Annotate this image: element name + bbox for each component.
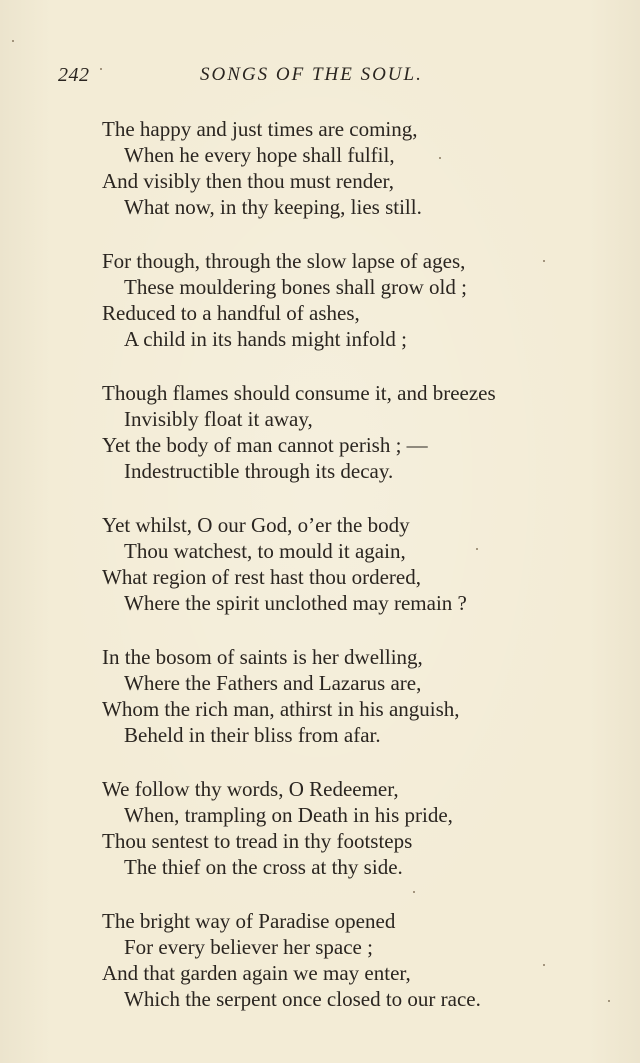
poem-line: Yet the body of man cannot perish ; — (102, 433, 428, 457)
stanza (102, 908, 602, 1012)
poem-line: The bright way of Paradise opened (102, 909, 396, 933)
poem-line: Where the Fathers and Lazarus are, (124, 671, 422, 695)
poem-line: For though, through the slow lapse of ages, (102, 249, 466, 273)
poem-line: Thou watchest, to mould it again, (124, 539, 406, 563)
poem-line: In the bosom of saints is her dwelling, (102, 645, 423, 669)
page-number: 242 (58, 64, 90, 86)
paper-speck (413, 891, 415, 893)
poem-line: Though flames should consume it, and breezes (102, 381, 496, 405)
poem-line: The thief on the cross at thy side. (124, 855, 403, 879)
poem-line: A child in its hands might infold ; (124, 327, 407, 351)
poem-line: These mouldering bones shall grow old ; (124, 275, 467, 299)
paper-speck (476, 548, 478, 550)
paper-speck (12, 40, 14, 42)
poem-line: Whom the rich man, athirst in his anguish, (102, 697, 460, 721)
stanza (102, 380, 602, 484)
paper-speck (608, 1000, 610, 1002)
paper-speck (543, 260, 545, 262)
paper-speck (439, 157, 441, 159)
poem-line: And that garden again we may enter, (102, 961, 411, 985)
poem-line: When he every hope shall fulfil, (124, 143, 395, 167)
poem-line: The happy and just times are coming, (102, 117, 418, 141)
poem-line: What region of rest hast thou ordered, (102, 565, 421, 589)
stanza (102, 512, 602, 616)
poem-line: Thou sentest to tread in thy footsteps (102, 829, 413, 853)
poem-line: Beheld in their bliss from afar. (124, 723, 381, 747)
poem-line: Reduced to a handful of ashes, (102, 301, 360, 325)
poem-line: Indestructible through its decay. (124, 459, 394, 483)
paper-speck (100, 68, 102, 70)
poem-line: When, trampling on Death in his pride, (124, 803, 453, 827)
poem-line: Yet whilst, O our God, o’er the body (102, 513, 410, 537)
paper-speck (543, 964, 545, 966)
stanza (102, 248, 602, 352)
poem (102, 116, 602, 1040)
poem-line: And visibly then thou must render, (102, 169, 394, 193)
stanza (102, 776, 602, 880)
poem-line: Which the serpent once closed to our race. (124, 987, 481, 1011)
poem-line: What now, in thy keeping, lies still. (124, 195, 422, 219)
page-header (58, 64, 598, 94)
running-title: SONGS OF THE SOUL. (200, 64, 423, 85)
stanza (102, 644, 602, 748)
poem-line: We follow thy words, O Redeemer, (102, 777, 399, 801)
poem-line: Invisibly float it away, (124, 407, 313, 431)
poem-line: For every believer her space ; (124, 935, 373, 959)
stanza (102, 116, 602, 220)
poem-line: Where the spirit unclothed may remain ? (124, 591, 467, 615)
